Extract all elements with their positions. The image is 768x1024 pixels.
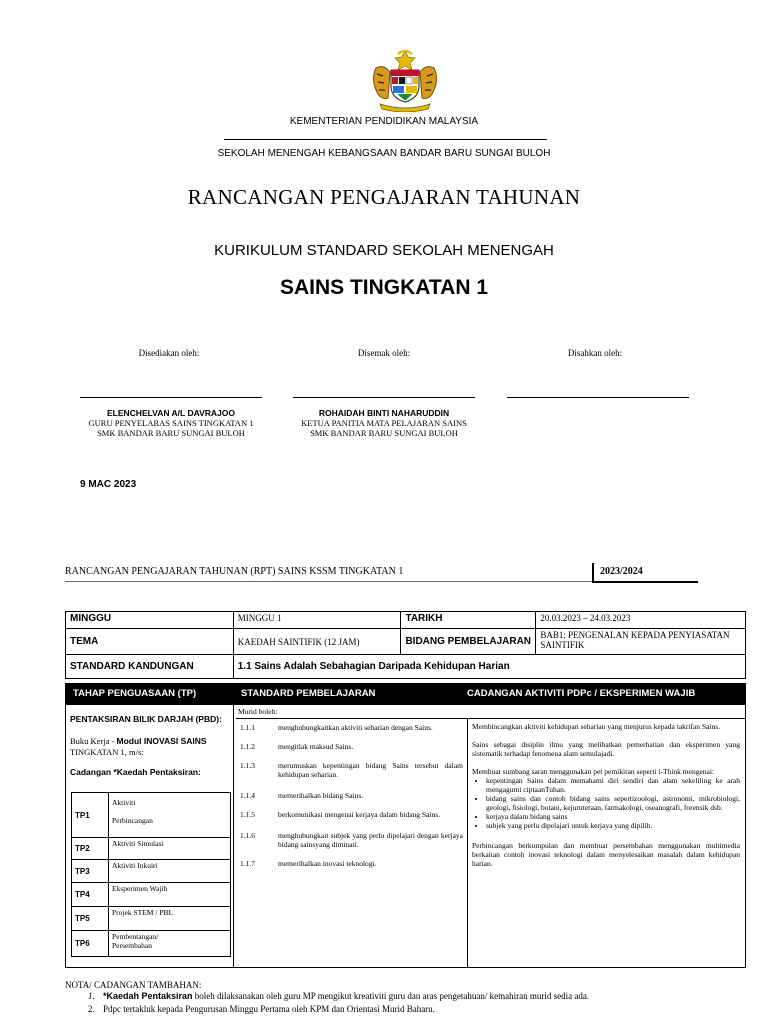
standard-text: menghubungkaitkan aktiviti seharian dengan Sains. <box>278 723 433 732</box>
approved-by-label: Disahkan oleh: <box>567 348 623 358</box>
workbook-prefix: Buku Kerja - <box>70 736 117 746</box>
learning-standard-item <box>240 831 463 849</box>
signature-line-2 <box>293 397 475 398</box>
notes-title: NOTA/ CADANGAN TAMBAHAN: <box>65 980 202 990</box>
tarikh-label: TARIKH <box>401 612 536 629</box>
activity-paragraph: Perbincangan berkumpulan dan membuat persembahan menggunakan multimedia berkaitan contoh inovasi teknologi dalam menyelesaikan masalah dalam kehidupan harian. <box>472 841 740 868</box>
activity-bullet: • kepentingan Sains dalam memahami diri sendiri dan alam sekeliling ke arah mengagumi ciptaanTuhan. <box>486 776 740 794</box>
document-title: RANCANGAN PENGAJARAN TAHUNAN <box>187 185 581 209</box>
activity-paragraph: Membuat sumbang saran menggunakan pet pemikiran seperti i-Think mengenai: <box>472 767 715 776</box>
tp-method: Aktiviti <box>112 798 136 807</box>
activity-bullet: • bidang sains dan contoh bidang sains sepertizoologi, astronomi, mikrobiologi, geologi, fisiologi, botani, kejuruteraan, farmakologi, oseanografi, forensik dsb. <box>486 794 740 812</box>
bidang-label: BIDANG PEMBELAJARAN <box>401 629 536 655</box>
header-divider <box>224 139 547 140</box>
workbook-page: TINGKATAN 1, m/s: <box>70 747 144 757</box>
tp-method: Aktiviti Inkuiri <box>109 860 231 883</box>
curriculum-title: KURIKULUM STANDARD SEKOLAH MENENGAH <box>214 242 554 259</box>
session-box <box>592 563 698 583</box>
learning-standard-item <box>240 723 463 732</box>
tp-method-detail: Persembahan <box>112 941 152 950</box>
tp-row <box>72 838 231 860</box>
standard-text: memerihalkan inovasi teknologi. <box>278 859 377 868</box>
column-divider-2 <box>467 718 468 967</box>
standard-text: berkomunikasi mengenai kerjaya dalam bidang Sains. <box>278 810 441 819</box>
signatory-position: GURU PENYELARAS SAINS TINGKATAN 1 <box>88 418 254 428</box>
tp-row <box>72 883 231 907</box>
minggu-label: MINGGU <box>66 612 234 629</box>
tp-level: TP1 <box>72 793 109 838</box>
tp-level: TP6 <box>72 931 109 957</box>
lesson-plan-table <box>65 611 746 679</box>
tema-label: TEMA <box>66 629 234 655</box>
sk-value: 1.1 Sains Adalah Sebahagian Daripada Kehidupan Harian <box>233 655 745 679</box>
note-item-1 <box>88 991 748 1001</box>
standard-code: 1.1.1 <box>240 723 255 732</box>
standard-code: 1.1.6 <box>240 831 255 840</box>
standard-text: menghubungkait subjek yang perlu dipelajari dengan kerjaya bidang sainsyang diminati. <box>278 831 463 849</box>
learning-standard-item <box>240 859 463 868</box>
tp-method: Aktiviti Simulasi <box>109 838 231 860</box>
col-tp-header: TAHAP PENGUASAAN (TP) <box>73 688 197 699</box>
standard-text: mengitlak maksud Sains. <box>278 742 354 751</box>
activity-bullet: • kerjaya dalam bidang sains <box>486 812 740 821</box>
tp-row <box>72 860 231 883</box>
tp-row <box>72 907 231 931</box>
tema-row <box>66 629 746 655</box>
tema-value: KAEDAH SAINTIFIK (12 JAM) <box>233 629 401 655</box>
standard-text: memerihalkan bidang Sains. <box>278 791 364 800</box>
note-text: boleh dilaksanakan oleh guru MP mengikut kreativiti guru dan aras pengetahuan/ kemahiran murid sedia ada. <box>192 991 590 1001</box>
prepared-by-label: Disediakan oleh: <box>138 348 200 358</box>
note-number: 1. <box>88 991 95 1001</box>
bidang-value: BAB1: PENGENALAN KEPADA PENYIASATAN SAINTIFIK <box>536 629 746 655</box>
tp-row <box>72 793 231 838</box>
standard-text: merumuskan kepentingan bidang Sains tersebut dalam kehidupan seharian. <box>278 761 463 779</box>
workbook-title: Modul INOVASI SAINS <box>116 736 207 746</box>
tp-level: TP5 <box>72 907 109 931</box>
tp-level: TP3 <box>72 860 109 883</box>
signatory-position: KETUA PANITIA MATA PELAJARAN SAINS <box>301 418 467 428</box>
signature-line-3 <box>507 397 689 398</box>
column-header-bar <box>65 683 746 705</box>
col-sp-header: STANDARD PEMBELAJARAN <box>241 688 376 699</box>
tarikh-value: 20.03.2023 – 24.03.2023 <box>536 612 746 629</box>
workbook-text <box>70 736 230 758</box>
activity-bullet: • subjek yang perlu dipelajari untuk kerjaya yang dipilih. <box>486 821 740 830</box>
tp-method: Pembentangan/ <box>112 932 159 941</box>
signature-line-1 <box>80 397 262 398</box>
sk-label: STANDARD KANDUNGAN <box>66 655 234 679</box>
session-year: 2023/2024 <box>600 566 643 577</box>
tp-row <box>72 931 231 957</box>
tp-method: Projek STEM / PBL <box>109 907 231 931</box>
standard-code: 1.1.4 <box>240 791 255 800</box>
ministry-name: KEMENTERIAN PENDIDIKAN MALAYSIA <box>289 116 479 127</box>
reviewed-by-label: Disemak oleh: <box>357 348 411 358</box>
signatory-name: ELENCHELVAN A/L DAVRAJOO <box>107 408 235 418</box>
note-number: 2. <box>88 1004 95 1014</box>
activities-column <box>472 722 740 868</box>
tp-table <box>71 792 231 957</box>
learning-standards-list <box>240 723 463 874</box>
minggu-row <box>66 612 746 629</box>
activity-bullet-list <box>472 776 740 830</box>
learning-standard-item <box>240 742 463 751</box>
learning-standard-item <box>240 810 463 819</box>
standard-code: 1.1.3 <box>240 761 255 770</box>
coat-of-arms-emblem <box>368 46 442 112</box>
column-divider-1 <box>233 705 234 967</box>
note-text: Pdpc tertakluk kepada Pengurusan Minggu Pertama oleh KPM dan Orientasi Murid Baharu. <box>103 1004 435 1014</box>
learning-standard-item <box>240 761 463 779</box>
tp-level: TP2 <box>72 838 109 860</box>
rpt-underline <box>65 581 595 582</box>
subject-title: SAINS TINGKATAN 1 <box>279 276 489 299</box>
col-activity-header: CADANGAN AKTIVITI PDPc / EKSPERIMEN WAJIB <box>467 688 696 699</box>
document-date: 9 MAC 2023 <box>80 479 137 490</box>
assessment-method-heading: Cadangan *Kaedah Pentaksiran: <box>70 767 201 777</box>
standard-code: 1.1.2 <box>240 742 255 751</box>
learning-standard-item <box>240 791 463 800</box>
signature-block-2 <box>273 408 495 438</box>
standard-kandungan-row <box>66 655 746 679</box>
tp-method: Eksperimen Wajib <box>109 883 231 907</box>
signatory-school: SMK BANDAR BARU SUNGAI BULOH <box>310 428 458 438</box>
standard-code: 1.1.5 <box>240 810 255 819</box>
note-item-2 <box>88 1004 748 1014</box>
standard-code: 1.1.7 <box>240 859 255 868</box>
pbd-heading: PENTAKSIRAN BILIK DARJAH (PBD): <box>70 714 222 724</box>
tp-method-detail: Perbincangan <box>112 816 153 825</box>
murid-row-divider <box>236 718 746 719</box>
murid-boleh-label: Murid boleh: <box>238 707 278 716</box>
assessment-column <box>70 714 230 777</box>
signature-block-1 <box>60 408 282 438</box>
signatory-name: ROHAIDAH BINTI NAHARUDDIN <box>318 408 450 418</box>
school-name: SEKOLAH MENENGAH KEBANGSAAN BANDAR BARU SUNGAI BULOH <box>217 148 551 159</box>
minggu-value: MINGGU 1 <box>233 612 401 629</box>
activity-paragraph: Sains sebagai disiplin ilmu yang melibatkan pemerhatian dan eksperimen yang sistematik terhadap fenomena alam semulajadi. <box>472 740 740 758</box>
rpt-title: RANCANGAN PENGAJARAN TAHUNAN (RPT) SAINS KSSM TINGKATAN 1 <box>65 566 404 577</box>
tp-level: TP4 <box>72 883 109 907</box>
signatory-school: SMK BANDAR BARU SUNGAI BULOH <box>97 428 245 438</box>
activity-paragraph: Membincangkan aktiviti kehidupan seharian yang menjurus kepada takrifan Sains. <box>472 722 721 731</box>
note-emphasis: *Kaedah Pentaksiran <box>103 991 193 1001</box>
